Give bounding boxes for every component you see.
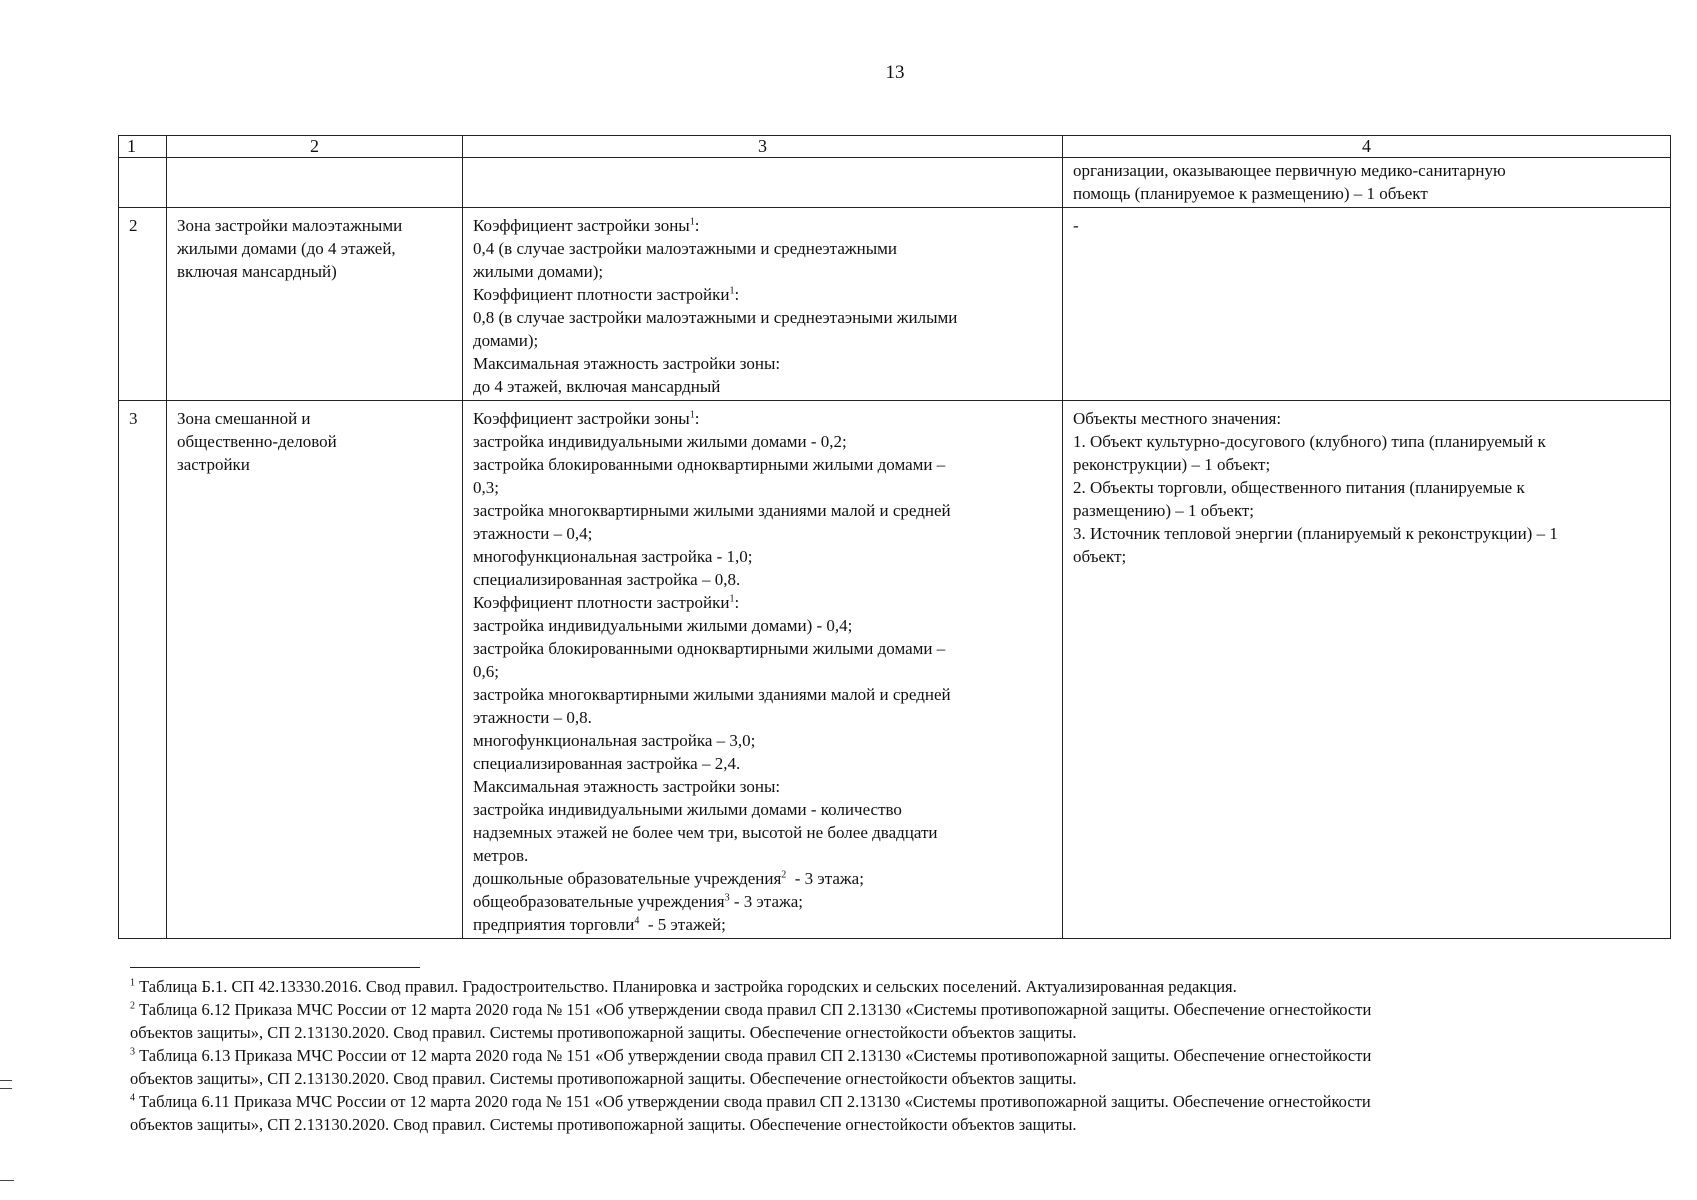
param-text: 0,8 (в случае застройки малоэтажными и среднеэтаэными жилыми <box>473 308 958 327</box>
cell-empty-1 <box>119 158 167 208</box>
footnote-text: Таблица 6.11 Приказа МЧС России от 12 марта 2020 года № 151 «Об утверждении свода правил СП 2.13130 «Системы противопожарной защиты. Обеспечение огнестойкости <box>139 1092 1371 1111</box>
footnote-ref: 1 <box>729 285 735 297</box>
zone-name <box>167 401 463 939</box>
param-text: застройка многоквартирными жилыми зданиями малой и средней <box>473 501 951 520</box>
param-line <box>473 329 1052 352</box>
param-tail: : <box>694 409 700 428</box>
zones-table <box>118 135 1671 939</box>
param-text: жилыми домами); <box>473 262 604 281</box>
footnote-text: Таблица Б.1. СП 42.13330.2016. Свод правил. Градостроительство. Планировка и застройка городских и сельских поселений. Актуализированная редакция. <box>139 977 1237 996</box>
param-text: Коэффициент плотности застройки <box>473 593 730 612</box>
footnote-text: объектов защиты», СП 2.13130.2020. Свод правил. Системы противопожарной защиты. Обеспечение огнестойкости объектов защиты. <box>130 1115 1077 1134</box>
param-line <box>473 844 1052 867</box>
param-text: специализированная застройка – 0,8. <box>473 570 741 589</box>
param-line <box>473 867 1052 890</box>
text-line: 3. Источник тепловой энергии (планируемый к реконструкции) – 1 <box>1073 524 1558 543</box>
param-line <box>473 729 1052 752</box>
footnote-ref: 4 <box>634 915 640 927</box>
param-line <box>473 637 1052 660</box>
cell-empty-3 <box>463 158 1063 208</box>
param-line <box>473 375 1052 398</box>
param-line <box>473 913 1052 936</box>
param-line <box>473 706 1052 729</box>
footnote-text: Таблица 6.12 Приказа МЧС России от 12 марта 2020 года № 151 «Об утверждении свода правил СП 2.13130 «Системы противопожарной защиты. Обеспечение огнестойкости <box>139 1000 1372 1019</box>
param-text: Максимальная этажность застройки зоны: <box>473 354 781 373</box>
header-col-2: 2 <box>167 136 463 158</box>
param-text: застройка блокированными одноквартирными жилыми домами – <box>473 639 946 658</box>
param-tail: - 3 этажа; <box>786 869 864 888</box>
param-tail: - 3 этажа; <box>729 892 803 911</box>
zone-parameters <box>463 401 1063 939</box>
text-line: размещению) – 1 объект; <box>1073 501 1255 520</box>
param-text: надземных этажей не более чем три, высотой не более двадцати <box>473 823 938 842</box>
param-text: застройка многоквартирными жилыми зданиями малой и средней <box>473 685 951 704</box>
param-line <box>473 614 1052 637</box>
text-line: жилыми домами (до 4 этажей, <box>177 239 396 258</box>
table-header-row <box>119 136 1671 158</box>
footnote-4 <box>130 1090 1690 1136</box>
scan-edge-mark <box>0 1180 14 1181</box>
footnote-text: Таблица 6.13 Приказа МЧС России от 12 марта 2020 года № 151 «Об утверждении свода правил СП 2.13130 «Системы противопожарной защиты. Обеспечение огнестойкости <box>139 1046 1372 1065</box>
footnotes <box>130 975 1690 1136</box>
row-number: 3 <box>119 401 167 939</box>
footnote-mark: 4 <box>130 1092 135 1104</box>
footnote-ref: 1 <box>689 216 695 228</box>
param-line <box>473 798 1052 821</box>
param-tail: - 5 этажей; <box>639 915 726 934</box>
footnote-ref: 3 <box>724 892 730 904</box>
cell-empty-2 <box>167 158 463 208</box>
text-line: 1. Объект культурно-досугового (клубного) типа (планируемый к <box>1073 432 1546 451</box>
param-text: 0,3; <box>473 478 499 497</box>
param-text: домами); <box>473 331 539 350</box>
text-line: Зона смешанной и <box>177 409 311 428</box>
param-text: предприятия торговли <box>473 915 635 934</box>
text-line: Зона застройки малоэтажными <box>177 216 403 235</box>
param-text: метров. <box>473 846 529 865</box>
text-line: помощь (планируемое к размещению) – 1 объект <box>1073 184 1428 203</box>
param-line <box>473 522 1052 545</box>
zone-parameters <box>463 208 1063 401</box>
text-line: организации, оказывающее первичную медико-санитарную <box>1073 161 1506 180</box>
param-line <box>473 306 1052 329</box>
footnote-separator <box>130 967 420 968</box>
param-line <box>473 476 1052 499</box>
param-line <box>473 407 1052 430</box>
cell-continued-objects <box>1063 158 1671 208</box>
table-row <box>119 401 1671 939</box>
param-text: Максимальная этажность застройки зоны: <box>473 777 781 796</box>
param-line <box>473 683 1052 706</box>
param-tail: : <box>734 285 740 304</box>
param-text: Коэффициент плотности застройки <box>473 285 730 304</box>
footnote-3 <box>130 1044 1690 1090</box>
footnote-ref: 2 <box>781 869 787 881</box>
footnote-mark: 2 <box>130 1000 135 1012</box>
text-line: реконструкции) – 1 объект; <box>1073 455 1271 474</box>
param-line <box>473 453 1052 476</box>
param-text: 0,6; <box>473 662 499 681</box>
param-text: Коэффициент застройки зоны <box>473 409 690 428</box>
param-line <box>473 545 1052 568</box>
footnote-2 <box>130 998 1690 1044</box>
param-text: общеобразовательные учреждения <box>473 892 725 911</box>
footnote-text: объектов защиты», СП 2.13130.2020. Свод правил. Системы противопожарной защиты. Обеспечение огнестойкости объектов защиты. <box>130 1069 1077 1088</box>
footnote-mark: 3 <box>130 1046 135 1058</box>
param-text: застройка блокированными одноквартирными жилыми домами – <box>473 455 946 474</box>
param-line <box>473 260 1052 283</box>
page-number: 13 <box>885 62 905 83</box>
header-col-4: 4 <box>1063 136 1671 158</box>
param-line <box>473 591 1052 614</box>
footnote-ref: 1 <box>729 593 735 605</box>
text-line: 2. Объекты торговли, общественного питания (планируемые к <box>1073 478 1525 497</box>
param-text: этажности – 0,4; <box>473 524 593 543</box>
param-text: 0,4 (в случае застройки малоэтажными и среднеэтажными <box>473 239 897 258</box>
text-line: застройки <box>177 455 250 474</box>
footnote-1 <box>130 975 1690 998</box>
zone-objects <box>1063 401 1671 939</box>
table-row <box>119 208 1671 401</box>
zone-name <box>167 208 463 401</box>
text-line: включая мансардный) <box>177 262 337 281</box>
row-number: 2 <box>119 208 167 401</box>
scan-edge-mark <box>0 1088 12 1089</box>
param-line <box>473 821 1052 844</box>
param-line <box>473 568 1052 591</box>
param-tail: : <box>694 216 700 235</box>
header-col-1: 1 <box>119 136 167 158</box>
text-line: общественно-деловой <box>177 432 337 451</box>
param-line <box>473 214 1052 237</box>
param-text: этажности – 0,8. <box>473 708 592 727</box>
param-text: многофункциональная застройка - 1,0; <box>473 547 753 566</box>
param-line <box>473 890 1052 913</box>
param-text: специализированная застройка – 2,4. <box>473 754 741 773</box>
param-text: застройка индивидуальными жилыми домами - 0,2; <box>473 432 847 451</box>
param-line <box>473 499 1052 522</box>
param-line <box>473 237 1052 260</box>
footnote-text: объектов защиты», СП 2.13130.2020. Свод правил. Системы противопожарной защиты. Обеспечение огнестойкости объектов защиты. <box>130 1023 1077 1042</box>
param-line <box>473 283 1052 306</box>
param-line <box>473 430 1052 453</box>
text-line: объект; <box>1073 547 1127 566</box>
param-line <box>473 352 1052 375</box>
table-row-continuation <box>119 158 1671 208</box>
param-text: застройка индивидуальными жилыми домами) - 0,4; <box>473 616 853 635</box>
footnote-ref: 1 <box>689 409 695 421</box>
scan-edge-mark <box>0 1080 12 1081</box>
param-text: до 4 этажей, включая мансардный <box>473 377 721 396</box>
param-line <box>473 752 1052 775</box>
param-line <box>473 660 1052 683</box>
param-line <box>473 775 1052 798</box>
zone-objects: - <box>1063 208 1671 401</box>
param-text: дошкольные образовательные учреждения <box>473 869 782 888</box>
param-text: Коэффициент застройки зоны <box>473 216 690 235</box>
param-text: застройка индивидуальными жилыми домами - количество <box>473 800 902 819</box>
footnote-mark: 1 <box>130 977 135 989</box>
param-tail: : <box>734 593 740 612</box>
text-line: Объекты местного значения: <box>1073 409 1282 428</box>
header-col-3: 3 <box>463 136 1063 158</box>
param-text: многофункциональная застройка – 3,0; <box>473 731 756 750</box>
